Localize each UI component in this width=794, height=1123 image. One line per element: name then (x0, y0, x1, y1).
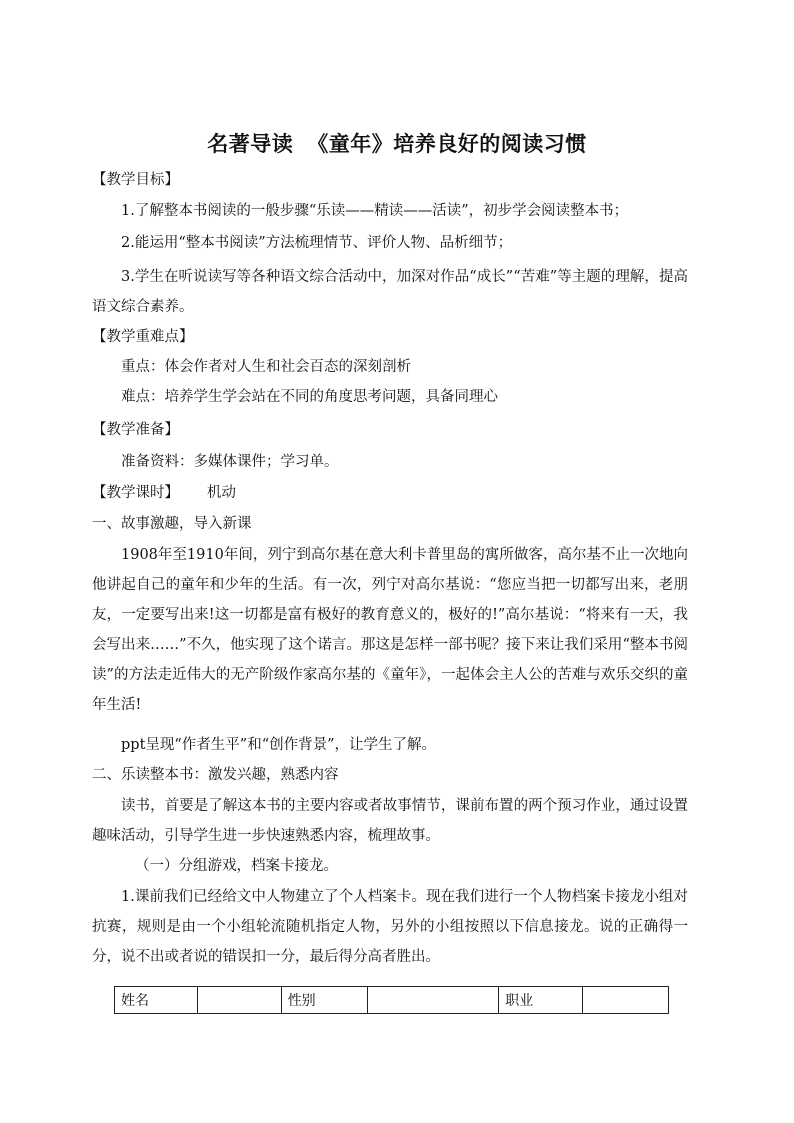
job-label: 职业 (499, 987, 583, 1014)
table-row (115, 987, 669, 1014)
name-label: 姓名 (115, 987, 198, 1014)
prep-heading: 【教学准备】 (92, 422, 179, 438)
title-prefix: 名著导读 (207, 132, 294, 156)
goal-2: 2.能运用“整本书阅读”方法梳理情节、评价人物、品析细节； (121, 235, 513, 251)
part1-heading: 一、故事激趣，导入新课 (92, 516, 252, 532)
page-title (0, 128, 794, 158)
hours-text: 机动 (207, 485, 236, 501)
difficult-point: 难点：培养学生学会站在不同的角度思考问题，具备同理心 (121, 389, 498, 405)
gender-label: 性别 (281, 987, 367, 1014)
sub1-paragraph: 1.课前我们已经给文中人物建立了个人档案卡。现在我们进行一个人物档案卡接龙小组对抗赛，规则是由一个小组轮流随机指定人物，另外的小组按照以下信息接龙。说的正确得一分，说不出或者说的错误扣一分，最后得分高者胜出。 (92, 889, 688, 965)
name-value-cell (197, 987, 281, 1014)
prep-text: 准备资料：多媒体课件；学习单。 (121, 454, 339, 470)
part2-heading: 二、乐读整本书：激发兴趣，熟悉内容 (92, 767, 339, 783)
key-heading: 【教学重难点】 (92, 329, 194, 345)
gender-value-cell (367, 987, 499, 1014)
hours-heading: 【教学课时】 (92, 485, 179, 501)
sub1-heading: （一）分组游戏，档案卡接龙。 (135, 858, 338, 874)
goal-1: 1.了解整本书阅读的一般步骤“乐读——精读——活读”，初步学会阅读整本书； (121, 203, 629, 219)
part1-paragraph: 1908年至1910年间，列宁到高尔基在意大利卡普里岛的寓所做客，高尔基不止一次地向他讲起自己的童年和少年的生活。有一次，列宁对高尔基说：“您应当把一切都写出来，老朋友，一定要写出来!这一切都是富有极好的教育意义的，极好的!”高尔基说：“将来有一天，我会写出来……”不久，他实现了这个诺言。那这是怎样一部书呢？接下来让我们采用“整本书阅读”的方法走近伟大的无产阶级作家高尔基的《童年》，一起体会主人公的苦难与欢乐交织的童年生活! (92, 547, 688, 713)
goal-3: 3.学生在听说读写等各种语文综合活动中，加深对作品“成长”“苦难”等主题的理解，提高语文综合素养。 (92, 269, 688, 315)
ppt-line: ppt呈现“作者生平”和“创作背景”，让学生了解。 (121, 737, 437, 753)
title-book: 《童年》培养良好的阅读习惯 (307, 132, 587, 156)
goals-heading: 【教学目标】 (92, 172, 179, 188)
part2-paragraph: 读书，首要是了解这本书的主要内容或者故事情节，课前布置的两个预习作业，通过设置趣味活动，引导学生进一步快速熟悉内容，梳理故事。 (92, 798, 688, 844)
key-point: 重点：体会作者对人生和社会百态的深刻剖析 (121, 359, 411, 375)
character-card-table (114, 986, 669, 1014)
job-value-cell (583, 987, 669, 1014)
